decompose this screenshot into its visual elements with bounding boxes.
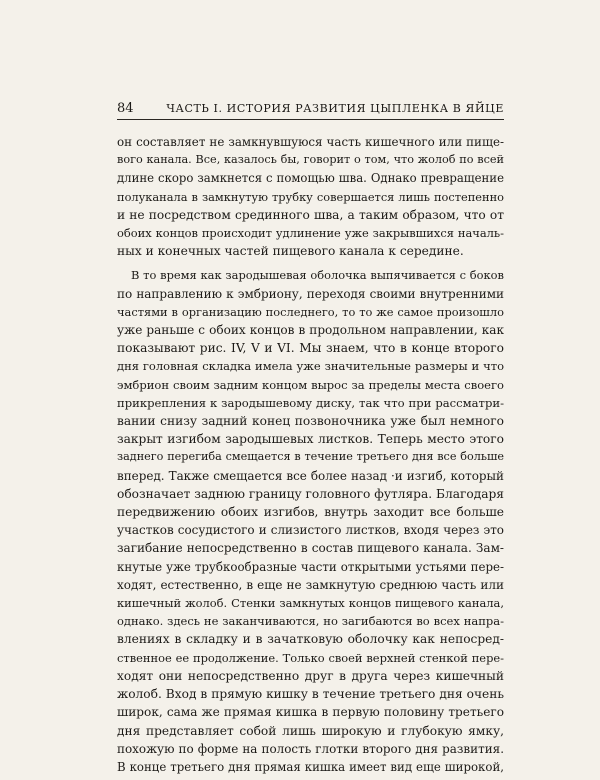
text-line: кнутые уже трубкообразные части открытыми устьями пере-: [117, 559, 504, 574]
paragraph-1: [117, 133, 504, 260]
text-line: ходят, естественно, в еще не замкнутую среднюю часть или: [117, 577, 504, 592]
text-line: обоих концов происходит удлинение уже закрывшихся началь-: [117, 226, 504, 241]
page-number: 84: [117, 101, 134, 116]
text-line: по направлению к эмбриону, переходя своими внутренними: [117, 286, 504, 301]
text-line: широк, сама же прямая кишка в первую половину третьего: [117, 705, 504, 720]
text-line: загибание непосредственно в состав пищевого канала. Зам-: [117, 541, 504, 556]
text-line: и не посредством срединного шва, а таким образом, что от: [117, 207, 504, 222]
text-line: похожую по форме на полость глотки второго дня развития.: [117, 741, 504, 756]
text-line: длине скоро замкнется с помощью шва. Однако превращение: [117, 171, 504, 186]
text-line: заднего перегиба смещается в течение третьего дня все больше: [117, 450, 504, 464]
text-line: обозначает заднюю границу головного футляра. Благодаря: [117, 486, 504, 501]
page-header: [117, 101, 504, 120]
text-line: ных и конечных частей пищевого канала к середине.: [117, 244, 464, 259]
text-line: участков сосудистого и слизистого листков, входя через это: [117, 523, 504, 538]
text-line: ходят они непосредственно друг в друга через кишечный: [117, 668, 504, 683]
text-line: жолоб. Вход в прямую кишку в течение третьего дня очень: [117, 687, 504, 702]
text-line: дня представляет собой лишь широкую и глубокую ямку,: [117, 723, 504, 738]
text-line: вперед. Также смещается все более назад ·и изгиб, который: [117, 468, 504, 483]
text-line: В конце третьего дня прямая кишка имеет вид еще широкой,: [117, 759, 504, 774]
text-line: полуканала в замкнутую трубку совершается лишь постепенно: [117, 189, 504, 204]
text-line: вании снизу задний конец позвоночника уже был немного: [117, 414, 504, 429]
paragraph-2: [117, 266, 504, 776]
text-line: он составляет не замкнувшуюся часть кишечного или пище-: [117, 135, 504, 149]
text-line: влениях в складку и в зачатковую оболочку как непосред-: [117, 632, 504, 647]
text-line: частями в организацию последнего, то то же самое произошло: [117, 304, 504, 319]
text-line: кишечный жолоб. Стенки замкнутых концов пищевого канала,: [117, 596, 504, 611]
text-line: уже раньше с обоих концов в продольном направлении, как: [117, 323, 504, 338]
text-line: В то время как зародышевая оболочка выпячивается с боков: [131, 268, 504, 283]
text-line: показывают рис. IV, V и VI. Мы знаем, что в конце второго: [117, 341, 504, 356]
text-line: передвижению обоих изгибов, внутрь заходит все больше: [117, 505, 504, 520]
body-text: [117, 133, 504, 776]
text-line: вого канала. Все, казалось бы, говорит о том, что жолоб по всей: [117, 153, 504, 167]
text-line: прикрепления к зародышевому диску, так что при рассматри-: [117, 395, 504, 410]
text-line: закрыт изгибом зародышевых листков. Теперь место этого: [117, 432, 504, 447]
running-title: ЧАСТЬ I. ИСТОРИЯ РАЗВИТИЯ ЦЫПЛЕНКА В ЯЙЦЕ: [166, 102, 504, 115]
text-line: эмбрион своим задним концом вырос за пределы места своего: [117, 377, 504, 392]
text-line: ственное ее продолжение. Только своей верхней стенкой пере-: [117, 650, 504, 665]
text-line: дня головная складка имела уже значительные размеры и что: [117, 359, 504, 374]
text-line: однако. здесь не заканчиваются, но загибаются во всех напра-: [117, 614, 504, 629]
